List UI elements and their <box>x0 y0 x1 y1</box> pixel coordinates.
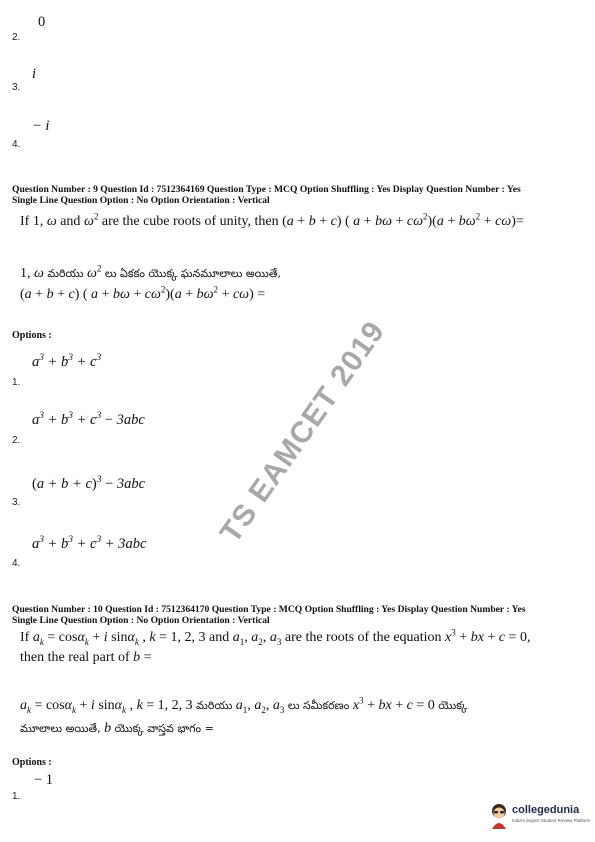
q10-english-line-2-text: then the real part of <box>20 650 134 665</box>
q9-option-4-number: 4. <box>12 558 21 569</box>
q9-telugu-text: లు ఏకకం యొక్క ఘనమూలాలు అయితే, <box>101 267 281 280</box>
q10-telugu-line-2b: యొక్క వాస్తవ భాగం = <box>111 722 214 735</box>
q9-meta-line-2: Single Line Question Option : No Option Orientation : Vertical <box>12 195 270 206</box>
q10-meta-line-1: Question Number : 10 Question Id : 7512364170 Question Type : MCQ Option Shuffling : Yes Display Question Number : Yes <box>12 604 526 615</box>
prev-option-3-number: 3. <box>12 82 21 93</box>
q9-meta-line-1: Question Number : 9 Question Id : 7512364169 Question Type : MCQ Option Shuffling : Yes Display Question Number : Yes <box>12 184 521 195</box>
logo-name: collegedunia <box>512 804 580 816</box>
q9-option-3-value: $(a + b + c)^3 - 3abc$ <box>32 475 146 492</box>
q9-option-2-value: $a^3 + b^3 + c^3 - 3abc$ <box>32 411 145 428</box>
prev-option-4-value: − i <box>32 118 50 134</box>
q10-telugu-end: లు సమీకరణం <box>284 699 353 712</box>
q10-telugu-line-1: $a_k = \cos\alpha_k + i$ sinα$_k$ , k = 1, 2, 3 మరియు $a_1$, $a_2$, $a_3$ లు సమీకరణం $x^3$ + bx + c = 0 యొక్క <box>20 695 468 715</box>
q9-option-2-number: 2. <box>12 435 21 446</box>
logo-mascot-icon <box>488 802 510 830</box>
prev-option-4-number: 4. <box>12 139 21 150</box>
q10-option-1-value: − 1 <box>34 772 54 788</box>
prev-option-2-value: 0 <box>38 14 46 30</box>
q9-english-prefix: If 1, <box>20 214 47 229</box>
prev-option-3-value: i <box>32 66 37 82</box>
collegedunia-logo <box>488 800 591 832</box>
q9-telugu-line-1: 1, ω మరియు $\omega^2$ లు ఏకకం యొక్క ఘనమూలాలు అయితే, <box>20 263 281 281</box>
q9-english-text: If 1, ω and $\omega^2$ are the cube roots of unity, then (a + b + c) ( $a + b\omega + c\omega^2)(a + b\omega^2 + c\omega)=$ <box>20 211 524 229</box>
q10-english-line-2: then the real part of b = <box>20 650 152 665</box>
q9-telugu-connector: మరియు <box>43 267 87 280</box>
prev-option-2-number: 2. <box>12 32 21 43</box>
q9-option-3-number: 3. <box>12 497 21 508</box>
q9-telugu-line-2: (a + b + c) ( $a + b\omega + c\omega^2)(a + b\omega^2 + c\omega)$ = <box>20 284 266 302</box>
q10-option-1-number: 1. <box>12 791 21 802</box>
q10-telugu-mid: మరియు <box>192 699 236 712</box>
q10-telugu-line-2: మూలాలు అయితే, b యొక్క వాస్తవ భాగం = <box>20 721 214 736</box>
q9-option-1-number: 1. <box>12 377 21 388</box>
q10-options-label: Options : <box>12 757 52 768</box>
q10-telugu-tail: యొక్క <box>434 699 468 712</box>
q9-options-label: Options : <box>12 330 52 341</box>
logo-tagline: India's largest Student Review Platform <box>512 818 591 823</box>
q10-meta-line-2: Single Line Question Option : No Option Orientation : Vertical <box>12 615 270 626</box>
q10-telugu-line-2a: మూలాలు అయితే, <box>20 722 105 735</box>
watermark: TS EAMCET 2019 <box>214 315 392 549</box>
q9-option-4-value: $a^3 + b^3 + c^3 + 3abc$ <box>32 535 147 552</box>
q10-english-line-1: If $a_k = \cos\alpha_k + i$ sinα$_k$ , k = 1, 2, 3 and $a_1$, $a_2$, $a_3$ are the roots of the equation $x^3$ + bx + c = 0, <box>20 627 531 647</box>
q9-option-1-value: $a^3 + b^3 + c^3$ <box>32 353 102 370</box>
